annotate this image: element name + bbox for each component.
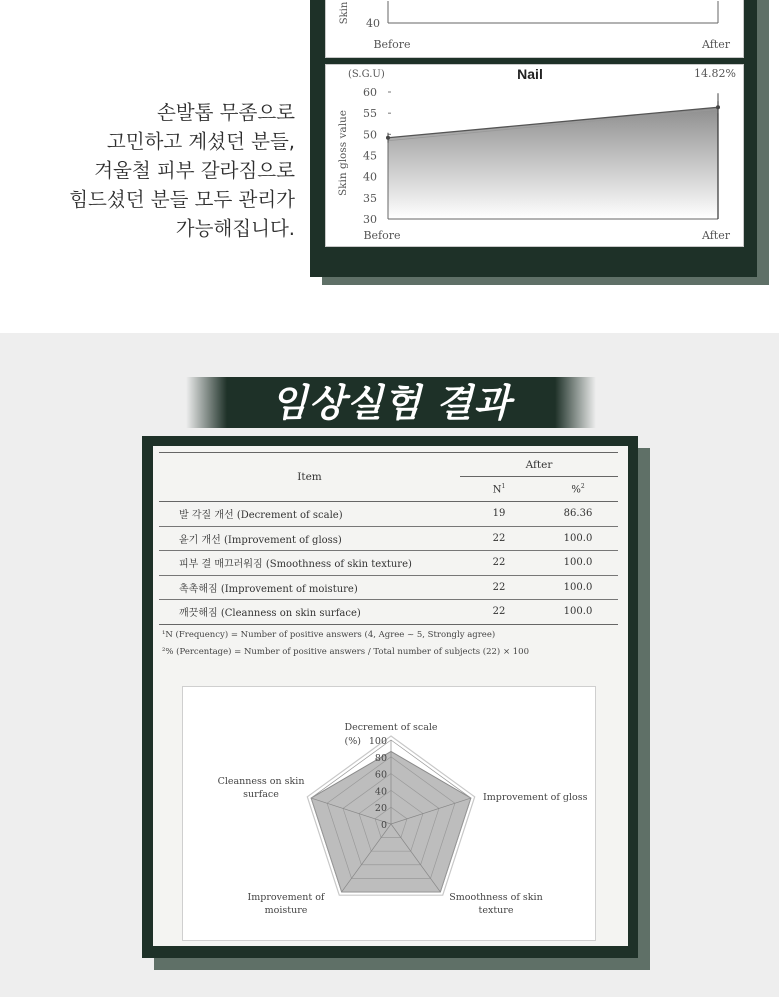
header-pct-text: %: [571, 484, 581, 496]
intro-text: [69, 98, 295, 243]
row-pct: 100.0: [563, 581, 593, 593]
intro-line: 힘드셨던 분들 모두 관리가: [69, 188, 295, 211]
header-after: After: [460, 453, 618, 477]
table-row: [159, 526, 618, 551]
row-n: 22: [492, 532, 506, 544]
radar-axis-label: Improvement of gloss: [483, 792, 588, 803]
skin-x-after: After: [701, 38, 731, 51]
row-item: 깨끗해짐 (Cleanness on skin surface): [179, 608, 361, 620]
table-row: [159, 600, 618, 625]
nail-tick-label: 60: [363, 86, 377, 99]
nail-x-before: Before: [363, 229, 401, 242]
radar-axis-label: Decrement of scale: [344, 722, 438, 733]
radar-tick-label: 40: [374, 786, 387, 798]
results-document: [153, 446, 628, 946]
radar-axis-label: Improvement of: [247, 892, 325, 903]
nail-chart-title: Nail: [517, 66, 543, 82]
intro-line: 겨울철 피부 갈라짐으로: [94, 159, 295, 182]
nail-y-axis-label: Skin gloss value: [337, 109, 349, 197]
header-n: [460, 477, 538, 502]
top-section: [0, 0, 779, 333]
radar-tick-label: 100: [368, 736, 387, 747]
footnote-2: ²% (Percentage) = Number of positive answers / Total number of subjects (22) × 100: [162, 647, 530, 657]
row-n: 22: [492, 557, 506, 569]
nail-tick-label: 55: [363, 107, 377, 121]
nail-percent-label: 14.82%: [694, 67, 736, 80]
radar-axis-label: moisture: [264, 905, 308, 916]
row-pct: 100.0: [563, 557, 593, 569]
intro-line: 가능해집니다.: [175, 217, 295, 240]
nail-chart-panel: [325, 64, 744, 247]
row-pct: 100.0: [563, 532, 593, 544]
radar-axis-label: texture: [478, 905, 514, 916]
results-table: [159, 452, 618, 625]
header-pct: [538, 477, 618, 502]
nail-tick-label: 45: [363, 149, 377, 163]
footnote-1: ¹N (Frequency) = Number of positive answers (4, Agree ~ 5, Strongly agree): [162, 630, 496, 640]
nail-tick-label: 50: [363, 128, 377, 142]
skin-x-before: Before: [373, 38, 411, 51]
table-row: [159, 551, 618, 576]
nail-chart-svg: [326, 65, 745, 248]
table-row: [159, 575, 618, 600]
nail-tick-label: 40: [363, 170, 377, 184]
radar-axis-label: Cleanness on skin: [217, 776, 305, 787]
header-pct-sup: 2: [580, 482, 585, 490]
intro-line: 고민하고 계셨던 분들,: [106, 130, 295, 153]
row-item: 발 각질 개선 (Decrement of scale): [179, 510, 343, 522]
nail-unit-label: (S.G.U): [348, 69, 385, 80]
radar-tick-label: 60: [374, 769, 387, 781]
radar-unit-label: (%): [344, 736, 361, 747]
chart-frame: [310, 0, 757, 277]
intro-line: 손발톱 무좀으로: [156, 101, 295, 124]
row-item: 촉촉해짐 (Improvement of moisture): [179, 583, 358, 595]
row-pct: 86.36: [563, 508, 593, 520]
radar-chart-box: [182, 686, 596, 941]
nail-area: [388, 107, 718, 219]
skin-tick-label: 40: [366, 17, 380, 30]
header-n-text: N: [492, 484, 502, 496]
row-item: 피부 결 매끄러워짐 (Smoothness of skin texture): [179, 559, 412, 571]
row-n: 19: [492, 508, 506, 520]
header-item: Item: [159, 453, 460, 502]
row-n: 22: [492, 606, 506, 618]
radar-chart-svg: [183, 687, 597, 942]
radar-axis-label: surface: [243, 789, 279, 800]
radar-tick-label: 20: [374, 803, 387, 815]
header-n-sup: 1: [501, 482, 506, 490]
radar-axis-label: Smoothness of skin: [449, 892, 543, 903]
nail-point-after: [716, 105, 720, 109]
skin-axis-label: Skin: [339, 1, 350, 25]
banner-title: 임상실험 결과: [270, 381, 512, 425]
table-row: [159, 502, 618, 527]
nail-tick-label: 30: [363, 213, 377, 226]
nail-tick-label: 35: [363, 191, 377, 205]
row-item: 윤기 개선 (Improvement of gloss): [179, 534, 342, 546]
banner: [186, 377, 596, 428]
radar-tick-label: 80: [374, 752, 387, 764]
skin-chart-panel: [325, 0, 744, 58]
radar-tick-label: 0: [380, 820, 387, 831]
nail-x-after: After: [701, 229, 731, 242]
row-n: 22: [492, 581, 506, 593]
skin-chart-svg: [326, 0, 745, 59]
nail-point-before: [386, 136, 390, 140]
row-pct: 100.0: [563, 606, 593, 618]
bottom-section: [0, 333, 779, 997]
